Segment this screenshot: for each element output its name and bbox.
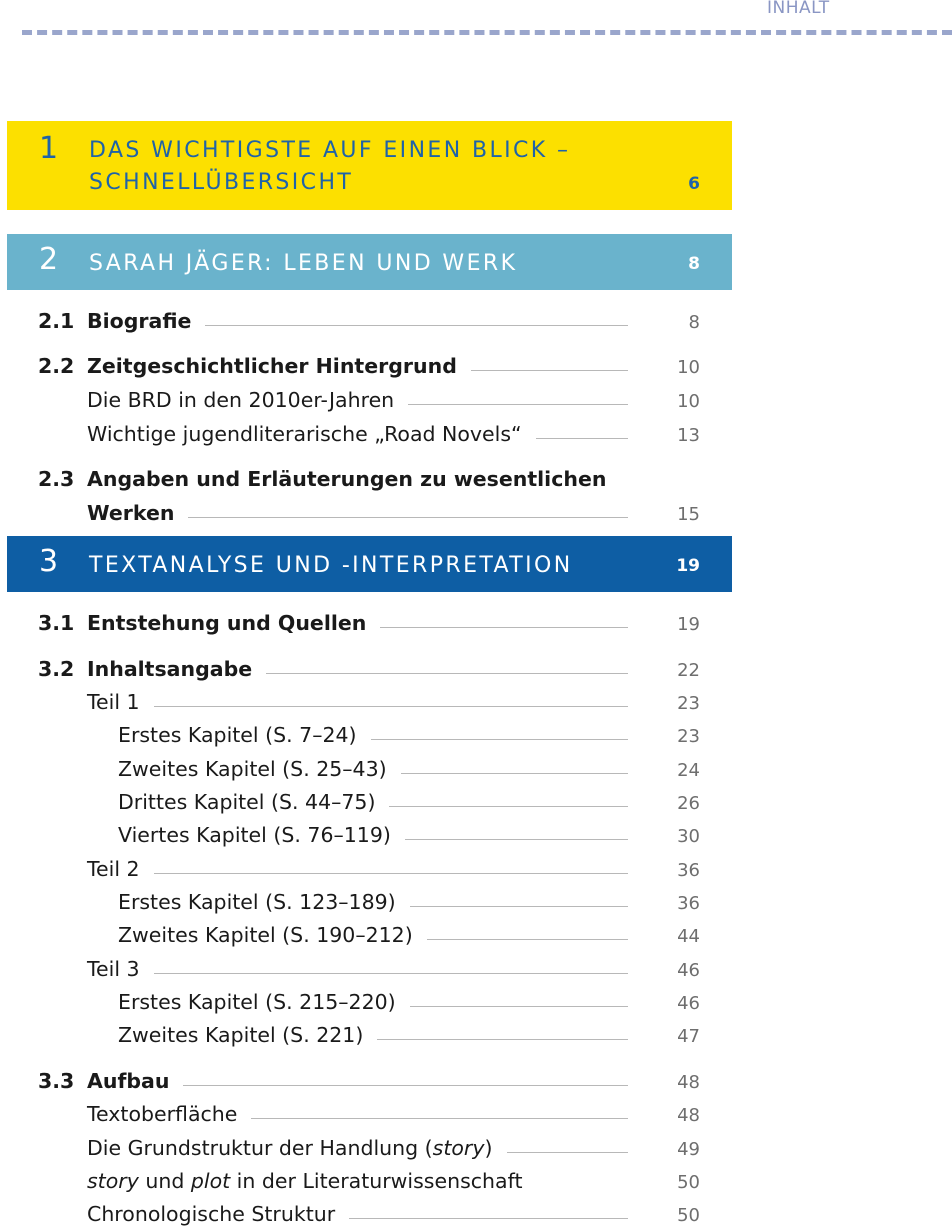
leader-line [405,839,628,840]
entry-page-number: 47 [677,1026,700,1047]
entry-page-number: 46 [677,993,700,1014]
leader-line [408,404,628,405]
toc-entry[interactable] [0,1162,700,1196]
leader-line [401,773,628,774]
entry-label: Zeitgeschichtlicher Hintergrund [87,354,457,378]
toc-entry[interactable] [0,816,700,850]
chapter-page-number: 19 [676,556,700,576]
toc-entry[interactable] [0,716,700,750]
toc-entry[interactable] [0,883,700,917]
label-emphasis: story [432,1136,485,1160]
entry-page-number: 49 [677,1139,700,1160]
toc-entry[interactable] [0,1062,700,1096]
entry-page-number: 36 [677,860,700,881]
entry-label: Erstes Kapitel (S. 123–189) [118,890,396,914]
toc-entry[interactable] [0,916,700,950]
leader-line [389,806,628,807]
entry-label: Erstes Kapitel (S. 215–220) [118,990,396,1014]
toc-entry[interactable] [0,983,700,1017]
toc-entry[interactable] [0,494,700,528]
leader-line [471,370,628,371]
entry-page-number: 23 [677,693,700,714]
chapter-title-line-1: DAS WICHTIGSTE AUF EINEN BLICK – [89,138,571,163]
entry-label: Zweites Kapitel (S. 190–212) [118,923,413,947]
entry-page-number: 44 [677,926,700,947]
entry-page-number: 24 [677,760,700,781]
toc-chapter-1[interactable] [7,121,732,210]
leader-line [349,1218,628,1219]
chapter-page-number: 6 [688,174,700,194]
entry-page-number: 8 [688,312,700,333]
label-text: in der Literaturwissenschaft [230,1169,523,1193]
entry-page-number: 26 [677,793,700,814]
entry-label: Zweites Kapitel (S. 221) [118,1023,364,1047]
entry-label: Viertes Kapitel (S. 76–119) [118,823,391,847]
entry-label [87,1169,523,1196]
toc-entry[interactable] [0,1016,700,1050]
entry-label: Die BRD in den 2010er-Jahren [87,388,395,412]
entry-label [87,1136,493,1163]
toc-entry[interactable] [0,460,700,494]
entry-page-number: 48 [677,1072,700,1093]
toc-entry[interactable] [0,783,700,817]
entry-label: Wichtige jugendliterarische „Road Novels“ [87,422,522,446]
toc-entry[interactable] [0,950,700,984]
toc-chapter-3[interactable] [7,536,732,592]
entry-label: Angaben und Erläuterungen zu wesentlichen [87,467,607,491]
label-emphasis: plot [190,1169,231,1193]
entry-label: Zweites Kapitel (S. 25–43) [118,757,387,781]
leader-line [251,1118,628,1119]
toc-entry[interactable] [0,381,700,415]
chapter-title: SARAH JÄGER: LEBEN UND WERK [89,251,518,276]
section-number: 2.3 [38,467,75,491]
entry-label: Textoberfläche [87,1102,238,1126]
leader-line [427,939,628,940]
label-emphasis: story [87,1169,139,1193]
section-number: 3.1 [38,611,75,635]
toc-entry[interactable] [0,850,700,884]
section-number: 2.1 [38,309,75,333]
label-text: ) [484,1136,493,1160]
chapter-title: TEXTANALYSE UND -INTERPRETATION [89,553,573,578]
leader-line [507,1152,629,1153]
leader-line [154,873,628,874]
toc-entry[interactable] [0,750,700,784]
entry-page-number: 13 [677,425,700,446]
entry-label: Inhaltsangabe [87,657,253,681]
entry-page-number: 36 [677,893,700,914]
toc-chapter-2[interactable] [7,234,732,290]
leader-line [266,673,628,674]
entry-page-number: 10 [677,357,700,378]
leader-line [380,627,628,628]
entry-label: Biografie [87,309,192,333]
leader-line [536,438,628,439]
label-text: und [138,1169,191,1193]
entry-page-number: 50 [677,1205,700,1226]
label-text: Die Grundstruktur der Handlung ( [87,1136,433,1160]
entry-page-number: 23 [677,726,700,747]
section-number: 3.3 [38,1069,75,1093]
chapter-number: 2 [39,242,59,277]
toc-entry[interactable] [0,302,700,336]
entry-page-number: 30 [677,826,700,847]
toc-entry[interactable] [0,683,700,717]
section-number: 2.2 [38,354,75,378]
entry-label: Chronologische Struktur [87,1202,336,1226]
running-head: INHALT [767,0,830,18]
toc-entry[interactable] [0,415,700,449]
toc-entry[interactable] [0,1129,700,1163]
entry-page-number: 22 [677,660,700,681]
entry-page-number: 19 [677,614,700,635]
entry-label: Erstes Kapitel (S. 7–24) [118,723,357,747]
leader-line [205,325,628,326]
toc-entry[interactable] [0,1195,700,1229]
chapter-title-line-2: SCHNELLÜBERSICHT [89,170,354,195]
toc-entry[interactable] [0,604,700,638]
leader-line [371,739,628,740]
leader-line [410,906,628,907]
leader-line [154,706,628,707]
header-divider [22,30,952,35]
entry-label: Teil 3 [87,957,140,981]
chapter-title [89,135,570,199]
chapter-number: 3 [39,544,59,579]
entry-label: Drittes Kapitel (S. 44–75) [118,790,376,814]
entry-label: Aufbau [87,1069,170,1093]
toc-entry[interactable] [0,650,700,684]
toc-entry[interactable] [0,347,700,381]
entry-page-number: 15 [677,504,700,525]
entry-label: Werken [87,501,175,525]
entry-label: Teil 2 [87,857,140,881]
leader-line [410,1006,628,1007]
entry-page-number: 48 [677,1105,700,1126]
leader-line [377,1039,628,1040]
leader-line [154,973,628,974]
entry-page-number: 50 [677,1172,700,1193]
entry-label: Entstehung und Quellen [87,611,367,635]
chapter-number: 1 [39,131,59,166]
leader-line [188,517,628,518]
leader-line [183,1085,628,1086]
toc-entry[interactable] [0,1095,700,1129]
entry-label: Teil 1 [87,690,140,714]
section-number: 3.2 [38,657,75,681]
entry-page-number: 10 [677,391,700,412]
entry-page-number: 46 [677,960,700,981]
chapter-page-number: 8 [688,254,700,274]
